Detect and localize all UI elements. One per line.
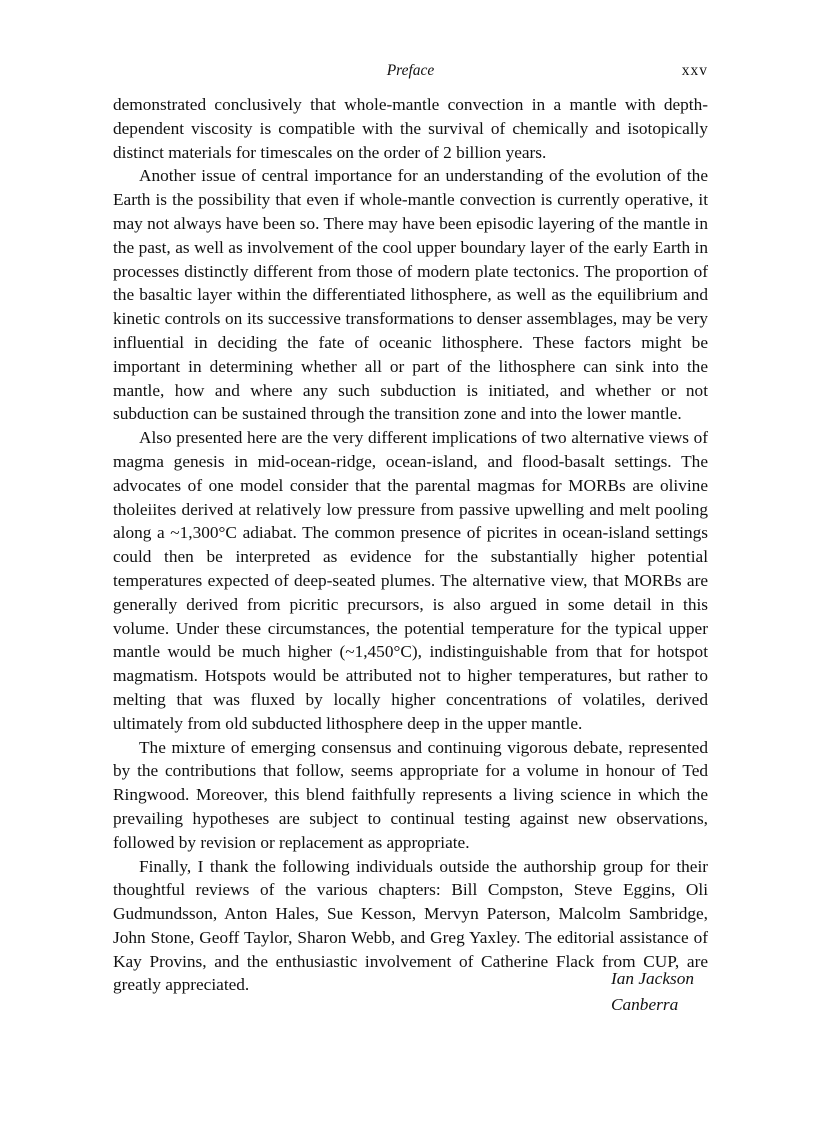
- preface-body: [113, 93, 708, 997]
- page-number: xxv: [681, 62, 708, 79]
- signature-place: Canberra: [611, 995, 679, 1014]
- paragraph-mantle-layering: Another issue of central importance for an understanding of the evolution of the Earth is the possibility that even if whole-mantle convection is currently operative, it may not always have been so. There may have been episodic layering of the mantle in the past, as well as involvement of the cool upper boundary layer of the early Earth in processes distinctly different from those of modern plate tectonics. The proportion of the basaltic layer within the differentiated lithosphere, as well as the equilibrium and kinetic controls on its successive transformations to denser assemblages, may be very influential in deciding the fate of oceanic lithosphere. These factors might be important in determining whether all or part of the lithosphere can sink into the mantle, how and where any such subduction is initiated, and whether or not subduction can be sustained through the transition zone and into the lower mantle.: [113, 166, 708, 424]
- paragraph-acknowledgements: Finally, I thank the following individuals outside the authorship group for their thoughtful reviews of the various chapters: Bill Compston, Steve Eggins, Oli Gudmundsson, Anton Hales, Sue Kesson, Mervyn Paterson, Malcolm Sambridge, John Stone, Geoff Taylor, Sharon Webb, and Greg Yaxley. The editorial assistance of Kay Provins, and the enthusiastic involvement of Catherine Flack from CUP, are greatly appreciated.: [113, 856, 708, 995]
- running-title: Preface: [386, 62, 435, 79]
- paragraph-continuation: demonstrated conclusively that whole-mantle convection in a mantle with depth-dependent viscosity is compatible with the survival of chemically and isotopically distinct materials for timescales on the order of 2 billion years.: [113, 95, 708, 162]
- paragraph-consensus-debate: The mixture of emerging consensus and continuing vigorous debate, represented by the contributions that follow, seems appropriate for a volume in honour of Ted Ringwood. Moreover, this blend faithfully represents a living science in which the prevailing hypotheses are subject to continual testing against new observations, followed by revision or replacement as appropriate.: [113, 737, 708, 852]
- running-header: [113, 62, 708, 84]
- signature-name: Ian Jackson: [611, 969, 695, 988]
- paragraph-magma-genesis: Also presented here are the very different implications of two alternative views of magma genesis in mid-ocean-ridge, ocean-island, and flood-basalt settings. The advocates of one model consider that the parental magmas for MORBs are olivine tholeiites derived at relatively low pressure from passive upwelling and melt pooling along a ~1,300°C adiabat. The common presence of picrites in ocean-island settings could then be interpreted as evidence for the substantially higher potential temperatures expected of deep-seated plumes. The alternative view, that MORBs are generally derived from picritic precursors, is also argued in some detail in this volume. Under these circumstances, the potential temperature for the typical upper mantle would be much higher (~1,450°C), indistinguishable from that for hotspot magmatism. Hotspots would be attributed not to higher temperatures, but rather to melting that was fluxed by locally higher concentrations of volatiles, derived ultimately from old subducted lithosphere deep in the upper mantle.: [113, 428, 708, 733]
